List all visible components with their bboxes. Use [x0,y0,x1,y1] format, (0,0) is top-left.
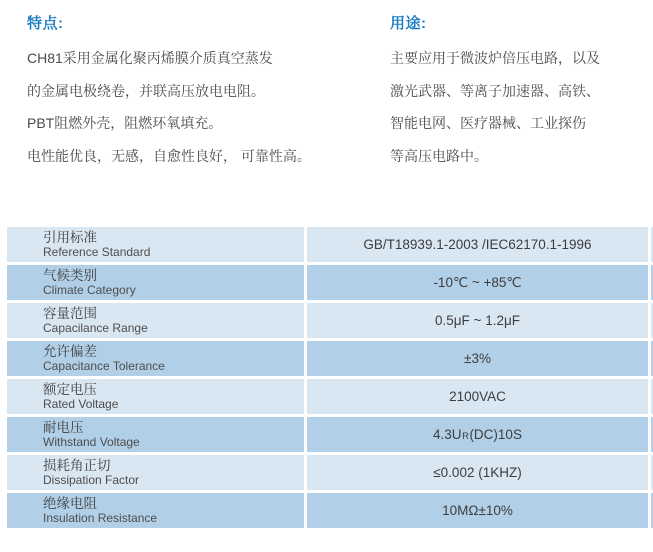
features-line: CH81采用金属化聚丙烯膜介质真空蒸发 [27,50,273,66]
spec-label-cell [7,227,304,262]
spec-value-cell [307,341,648,376]
spec-label-en: Reference Standard [43,245,151,259]
spec-label-cell [7,379,304,414]
features-section [27,12,367,172]
spec-value: (DC)10S [469,427,522,442]
spec-label-cell [7,455,304,490]
spec-label-cell [7,417,304,452]
spec-value-cell [307,303,648,338]
spec-label-en: Rated Voltage [43,397,119,411]
spec-label-en: Dissipation Factor [43,473,140,487]
spec-label-en: Withstand Voltage [43,435,140,449]
applications-heading: 用途: [390,15,427,32]
spec-value-subscript: R [462,431,469,442]
spec-label-en: Capacilance Range [43,321,148,335]
spec-label-cell [7,341,304,376]
features-line: PBT阻燃外壳，阻燃环氧填充。 [27,115,223,131]
spec-value-cell [307,455,648,490]
spec-label-en: Insulation Resistance [43,511,158,525]
spec-value: 0.5μF ~ 1.2μF [435,313,520,328]
spec-label-en: Climate Category [43,283,136,297]
spec-value: -10℃ ~ +85℃ [433,274,522,290]
spec-value: 2100VAC [449,389,506,404]
spec-label-cell [7,265,304,300]
spec-label-en: Capacitance Tolerance [43,359,165,373]
features-line: 的金属电极绕卷，并联高压放电电阻。 [27,82,265,99]
spec-value: ±3% [464,351,491,366]
applications-line: 激光武器、等离子加速器、高铁、 [390,82,600,99]
applications-line: 主要应用于微波炉倍压电路，以及 [390,50,600,66]
spec-label-cell [7,493,304,528]
spec-label-zh: 引用标准 [43,230,97,245]
spec-value: 10MΩ±10% [442,503,513,518]
spec-label-zh: 绝缘电阻 [43,496,97,511]
applications-section [390,12,645,172]
applications-line: 等高压电路中。 [390,147,488,164]
features-heading: 特点: [27,15,64,32]
spec-value-cell [307,379,648,414]
spec-value: 4.3U [433,427,462,442]
spec-label-zh: 耐电压 [43,420,84,435]
spec-label-zh: 额定电压 [43,382,97,397]
spec-label-zh: 允许偏差 [43,344,97,359]
spec-label-zh: 容量范围 [43,306,97,321]
spec-label-zh: 气候类别 [43,268,97,283]
spec-table [7,227,653,528]
spec-value-cell [307,417,648,452]
spec-value-cell [307,493,648,528]
spec-value-cell [307,265,648,300]
spec-label-zh: 损耗角正切 [43,458,111,473]
applications-line: 智能电网、医疗器械、工业探伤 [390,115,586,131]
spec-label-cell [7,303,304,338]
features-line: 电性能优良，无感，自愈性良好， 可靠性高。 [27,147,311,164]
spec-value-cell [307,227,648,262]
spec-value: GB/T18939.1-2003 /IEC62170.1-1996 [363,237,592,252]
spec-value: ≤0.002 (1KHZ) [433,465,522,480]
